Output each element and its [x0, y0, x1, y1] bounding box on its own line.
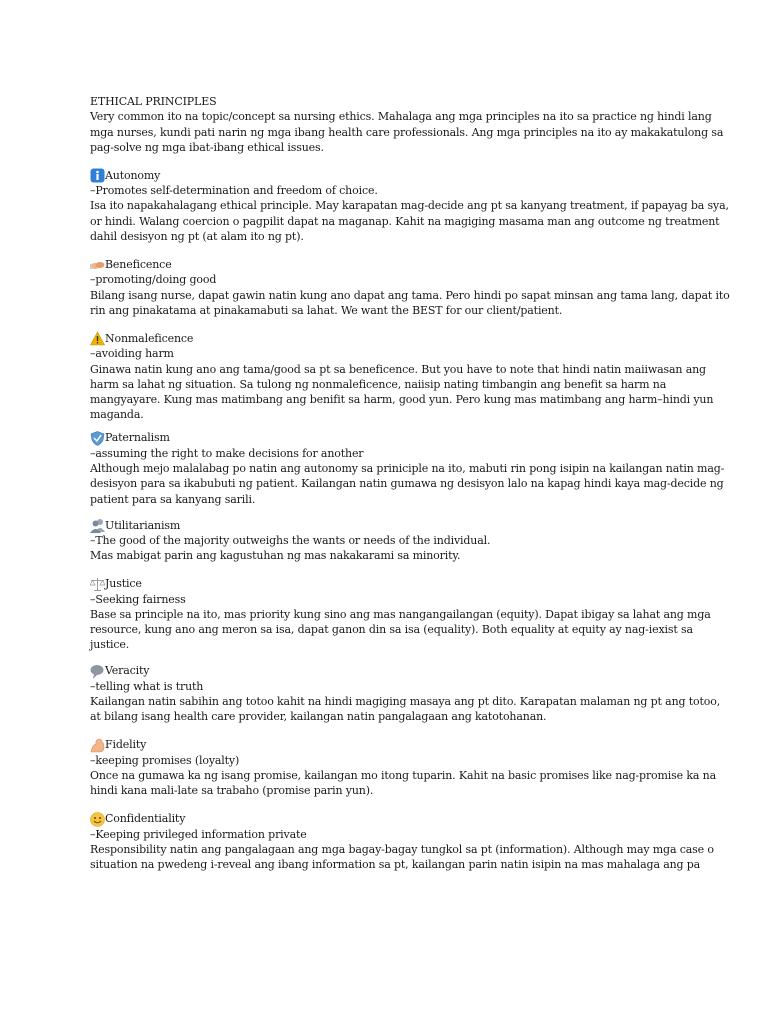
- section-paternalism: [90, 430, 725, 507]
- section-line: –assuming the right to make decisions for another: [90, 446, 364, 460]
- section-line: or hindi. Walang coercion o pagpilit dapat na maganap. Kahit na magiging masama man ang outcome ng treatment: [90, 214, 720, 228]
- section-justice: [90, 576, 711, 653]
- arm-icon: [90, 738, 105, 753]
- section-line: mangyayare. Kung mas matimbang ang benifit sa harm, good yun. Pero kung mas matimbang ang harm–hindi yun: [90, 393, 714, 407]
- section-line: Responsibility natin ang pangalagaan ang mga bagay-bagay tungkol sa pt (information). Although may mga case o: [90, 842, 714, 856]
- section-autonomy: [90, 167, 729, 244]
- section-line: Once na gumawa ka ng isang promise, kailangan mo itong tuparin. Kahit na basic promises like nag-promise ka na: [90, 768, 716, 782]
- section-line: Isa ito napakahalagang ethical principle. May karapatan mag-decide ang pt sa kanyang treatment, if papayag ba sya,: [90, 199, 729, 213]
- section-line: –Seeking fairness: [90, 592, 186, 606]
- section-line: –telling what is truth: [90, 679, 204, 693]
- document-page: [90, 94, 730, 872]
- section-line: –Keeping privileged information private: [90, 827, 307, 841]
- scales-icon: [90, 577, 105, 592]
- section-title: Nonmaleficence: [105, 331, 194, 345]
- section-line: –keeping promises (loyalty): [90, 753, 240, 767]
- section-line: –Promotes self-determination and freedom of choice.: [90, 184, 378, 198]
- section-line: –promoting/doing good: [90, 273, 217, 287]
- section-line: Kailangan natin sabihin ang totoo kahit na hindi magiging masaya ang pt dito. Karapatan malaman ng pt ang totoo,: [90, 695, 721, 709]
- section-line: resource, kung ano ang meron sa isa, dapat ganon din sa isa (equality). Both equality at equity ay nag-iexist sa: [90, 623, 693, 637]
- section-line: situation na pwedeng i-reveal ang ibang information sa pt, kailangan parin natin isipin na mas mahalaga ang pa: [90, 858, 701, 872]
- intro-line: Very common ito na topic/concept sa nursing ethics. Mahalaga ang mga principles na ito sa practice ng hindi lang: [90, 110, 712, 124]
- section-title: Confidentiality: [105, 812, 186, 826]
- section-beneficence: [90, 256, 730, 318]
- section-confidentiality: [90, 811, 714, 873]
- section-line: Ginawa natin kung ano ang tama/good sa pt sa beneficence. But you have to note that hindi natin maiiwasan ang: [90, 362, 706, 376]
- section-title: Veracity: [105, 664, 150, 678]
- section-line: dahil desisyon ng pt (at alam ito ng pt).: [90, 230, 304, 244]
- section-nonmaleficence: [90, 330, 714, 422]
- speech-icon: [90, 664, 105, 679]
- section-line: –The good of the majority outweighs the wants or needs of the individual.: [90, 533, 491, 547]
- section-line: Bilang isang nurse, dapat gawin natin kung ano dapat ang tama. Pero hindi po sapat minsan ang tama lang, dapat ito: [90, 288, 730, 302]
- section-title: Autonomy: [105, 168, 161, 182]
- smiley-icon: [90, 812, 105, 827]
- section-title: Utilitarianism: [105, 518, 181, 532]
- section-line: patient para sa kanyang sarili.: [90, 492, 256, 506]
- section-utilitarianism: [90, 517, 686, 564]
- page-title: ETHICAL PRINCIPLES: [90, 95, 217, 108]
- section-line: Although mejo malalabag po natin ang autonomy sa priniciple na ito, mabuti rin pong isipin na kailangan natin mag-: [90, 462, 725, 476]
- section-line: harm sa lahat ng situation. Sa tulong ng nonmaleficence, naiisip nating timbangin ang benefit sa harm na: [90, 377, 667, 391]
- section-veracity: [90, 663, 721, 725]
- intro-line: mga nurses, kundi pati narin ng mga ibang health care professionals. Ang mga principles na ito ay makakatulong sa: [90, 125, 724, 139]
- section-line: Base sa principle na ito, mas priority kung sino ang mas nangangailangan (equity). Dapat ibigay sa lahat ang mga: [90, 607, 711, 621]
- intro-line: pag-solve ng mga ibat-ibang ethical issues.: [90, 140, 324, 154]
- section-line: Mas mabigat parin ang kagustuhan ng mas nakakarami sa minority.: [90, 549, 461, 563]
- section-title: Justice: [105, 577, 142, 591]
- shield-icon: [90, 431, 105, 446]
- info-icon: [90, 168, 105, 183]
- section-title: Fidelity: [105, 738, 147, 752]
- section-line: maganda.: [90, 408, 144, 422]
- section-fidelity: [90, 737, 716, 799]
- section-line: justice.: [90, 638, 130, 652]
- section-title: Paternalism: [105, 431, 170, 445]
- section-title: Beneficence: [105, 258, 172, 272]
- section-line: desisyon para sa ikabubuti ng patient. Kailangan natin gumawa ng desisyon lalo na kapag hindi kaya mag-decide ng: [90, 477, 724, 491]
- section-line: at bilang isang health care provider, kailangan natin pangalagaan ang katotohanan.: [90, 710, 547, 724]
- section-line: rin ang pinakatama at pinakamabuti sa lahat. We want the BEST for our client/patient.: [90, 303, 563, 317]
- people-icon: [90, 518, 105, 533]
- handshake-icon: [90, 257, 105, 272]
- section-line: hindi kana mali-late sa trabaho (promise parin yun).: [90, 784, 374, 798]
- warning-icon: [90, 331, 105, 346]
- section-line: –avoiding harm: [90, 347, 174, 361]
